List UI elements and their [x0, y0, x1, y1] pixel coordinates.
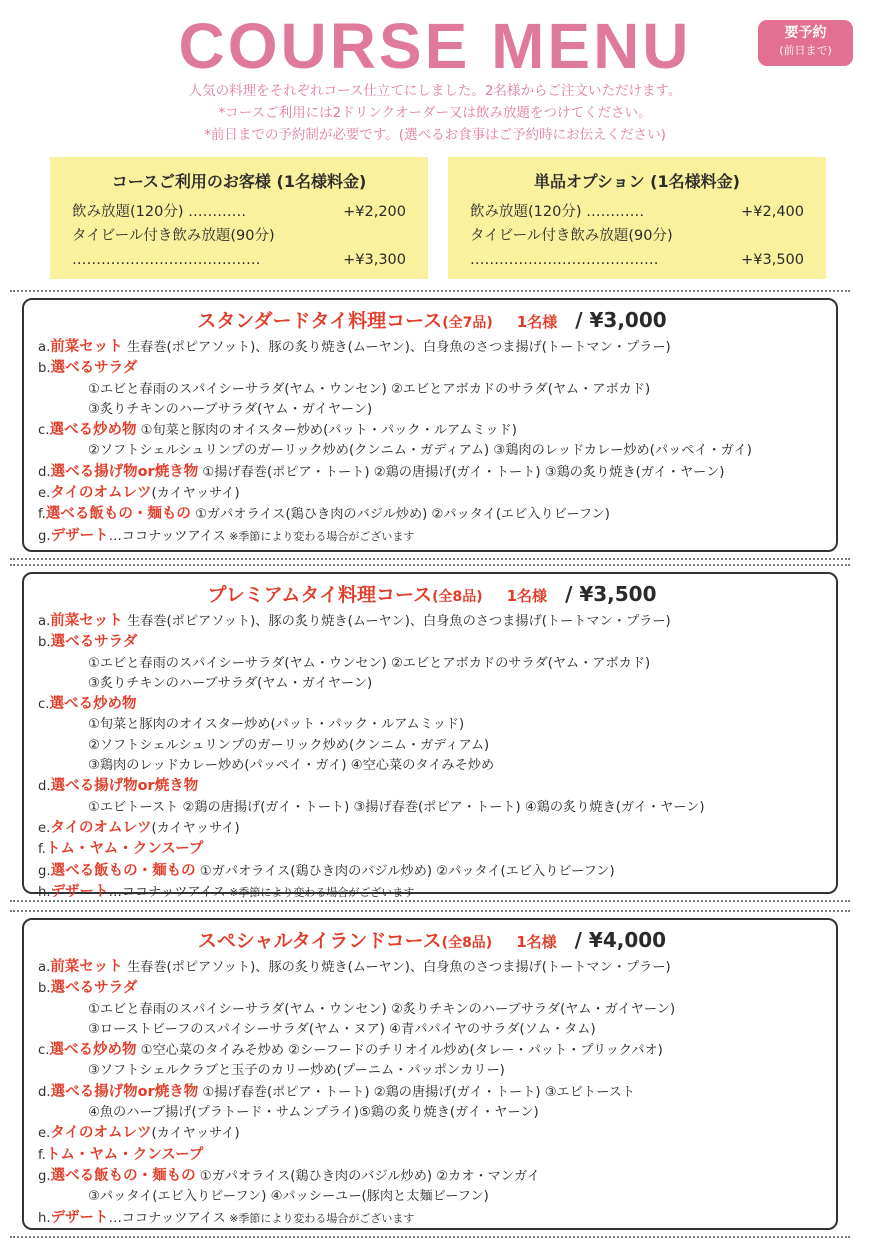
- menu-letter: g.: [38, 863, 51, 879]
- menu-line: [38, 462, 826, 483]
- menu-label: デザート: [50, 527, 109, 544]
- menu-letter: f.: [38, 507, 46, 523]
- menu-line: [38, 611, 826, 632]
- menu-label: トム・ヤム・クンスープ: [45, 841, 204, 858]
- menu-letter: e.: [38, 820, 51, 836]
- menu-line: [38, 337, 826, 358]
- menu-text: …ココナッツアイス: [108, 884, 226, 900]
- course-user-price-box: [50, 157, 428, 279]
- menu-label: タイのオムレツ: [50, 819, 152, 836]
- menu-label: 選べる揚げ物or焼き物: [50, 463, 199, 480]
- price-row: タイビール付き飲み放題(90分): [470, 228, 673, 244]
- menu-option-text: ①エビトースト ②鶏の唐揚げ(ガイ・トート) ③揚げ春巻(ポピア・トート) ④鶏の炙り焼き(ガイ・ヤーン): [88, 799, 705, 815]
- course-title: [38, 928, 826, 955]
- menu-label: 選べる炒め物: [49, 422, 137, 439]
- menu-letter: f.: [38, 1147, 46, 1163]
- course-price: / ¥3,500: [565, 582, 657, 606]
- menu-text: ①旬菜と豚肉のオイスター炒め(パット・パック・ルアムミッド): [136, 423, 517, 439]
- intro-text: [110, 80, 760, 146]
- menu-option-text: ①エビと春雨のスパイシーサラダ(ヤム・ウンセン) ②炙りチキンのハーブサラダ(ヤム・ガイヤーン): [88, 1001, 676, 1017]
- menu-label: デザート: [50, 883, 109, 900]
- menu-text: (カイヤッサイ): [151, 486, 240, 502]
- course-count: (全8品): [441, 935, 493, 951]
- course-name: プレミアムタイ料理コース: [207, 584, 433, 606]
- menu-line: [38, 1123, 826, 1144]
- menu-line: [38, 978, 826, 999]
- course-standard: [22, 298, 838, 552]
- menu-letter: b.: [38, 981, 51, 997]
- menu-text: (カイヤッサイ): [151, 1126, 240, 1142]
- menu-line: [38, 420, 826, 441]
- price-row: ………………………………… +¥3,300: [72, 252, 406, 268]
- menu-line: [38, 1040, 826, 1061]
- menu-line: [38, 756, 826, 776]
- menu-option-text: ④魚のハーブ揚げ(プラトード・サムンプライ)⑤鶏の炙り焼き(ガイ・ヤーン): [88, 1105, 539, 1121]
- menu-option-text: ①エビと春雨のスパイシーサラダ(ヤム・ウンセン) ②エビとアボカドのサラダ(ヤム・アボカド): [88, 381, 651, 397]
- menu-letter: g.: [38, 528, 51, 544]
- menu-label: 選べる炒め物: [49, 1042, 137, 1059]
- menu-letter: b.: [38, 361, 51, 377]
- course-title: [38, 582, 826, 609]
- menu-line: [38, 882, 826, 903]
- course-price: / ¥4,000: [574, 928, 667, 952]
- menu-option-text: ③炙りチキンのハーブサラダ(ヤム・ガイヤーン): [88, 675, 373, 691]
- price-row: 飲み放題(120分) ………… +¥2,400: [470, 204, 804, 220]
- menu-label: 選べる揚げ物or焼き物: [50, 778, 199, 795]
- menu-text: …ココナッツアイス: [108, 528, 226, 544]
- badge-sub: (前日まで): [779, 44, 832, 57]
- menu-line: [38, 380, 826, 400]
- intro-line: *前日までの予約制が必要です。(選べるお食事はご予約時にお伝えください): [204, 127, 666, 143]
- menu-letter: d.: [38, 464, 51, 480]
- menu-option-text: ③鶏肉のレッドカレー炒め(パッペイ・ガイ) ④空心菜のタイみそ炒め: [88, 758, 495, 774]
- menu-label: 選べる飯もの・麺もの: [50, 862, 196, 879]
- menu-note: ※季節により変わる場合がございます: [225, 1211, 415, 1225]
- menu-line: [38, 818, 826, 839]
- menu-text: ①空心菜のタイみそ炒め ②シーフードのチリオイル炒め(タレー・パット・プリックパオ): [136, 1043, 663, 1059]
- menu-label: 選べる飯もの・麺もの: [50, 1167, 196, 1184]
- menu-label: 選べる飯もの・麺もの: [45, 506, 191, 523]
- menu-line: [38, 1061, 826, 1081]
- menu-line: [38, 776, 826, 797]
- price-row: タイビール付き飲み放題(90分): [72, 228, 275, 244]
- menu-line: [38, 504, 826, 525]
- menu-note: ※季節により変わる場合がございます: [225, 885, 415, 899]
- intro-line: *コースご利用には2ドリンクオーダー又は飲み放題をつけてください。: [218, 105, 652, 121]
- menu-line: [38, 736, 826, 756]
- menu-text: ①ガパオライス(鶏ひき肉のバジル炒め) ②パッタイ(エビ入りビーフン): [195, 863, 615, 879]
- course-price: / ¥3,000: [575, 308, 667, 332]
- menu-line: [38, 839, 826, 860]
- menu-line: [38, 694, 826, 715]
- menu-line: [38, 400, 826, 420]
- menu-option-text: ③ソフトシェルクラブと玉子のカリー炒め(プーニム・パッポンカリー): [88, 1063, 505, 1079]
- menu-line: [38, 674, 826, 694]
- menu-text: 生春巻(ポピアソット)、豚の炙り焼き(ムーヤン)、白身魚のさつま揚げ(トートマン・プラー): [122, 960, 671, 975]
- menu-line: [38, 1082, 826, 1103]
- price-box-title: コースご利用のお客様 (1名様料金): [111, 172, 367, 191]
- menu-letter: d.: [38, 1084, 51, 1100]
- menu-text: ①ガパオライス(鶏ひき肉のバジル炒め) ②パッタイ(エビ入りビーフン): [190, 507, 610, 523]
- menu-label: 前菜セット: [50, 339, 123, 355]
- menu-line: [38, 632, 826, 653]
- menu-letter: f.: [38, 842, 46, 858]
- menu-letter: c.: [38, 423, 50, 439]
- menu-line: [38, 861, 826, 882]
- course-person: 1名様: [516, 933, 557, 951]
- course-count: (全7品): [442, 315, 493, 331]
- menu-label: 選べるサラダ: [50, 980, 138, 997]
- menu-letter: d.: [38, 779, 51, 795]
- menu-line: [38, 1145, 826, 1166]
- menu-line: [38, 1000, 826, 1020]
- menu-line: [38, 1020, 826, 1040]
- menu-option-text: ③ローストビーフのスパイシーサラダ(ヤム・ヌア) ④青パパイヤのサラダ(ソム・タム): [88, 1021, 596, 1037]
- menu-label: 選べるサラダ: [50, 360, 138, 377]
- menu-option-text: ②ソフトシェルシュリンプのガーリック炒め(クンニム・ガディアム): [88, 737, 490, 753]
- menu-line: [38, 654, 826, 674]
- menu-text: (カイヤッサイ): [151, 820, 240, 836]
- menu-text: 生春巻(ポピアソット)、豚の炙り焼き(ムーヤン)、白身魚のさつま揚げ(トートマン・プラー): [122, 340, 671, 355]
- menu-text: ①揚げ春巻(ポピア・トート) ②鶏の唐揚げ(ガイ・トート) ③鶏の炙り焼き(ガイ・ヤーン): [198, 464, 725, 480]
- course-title: [38, 308, 826, 335]
- menu-label: トム・ヤム・クンスープ: [45, 1146, 204, 1163]
- menu-letter: h.: [38, 884, 51, 900]
- menu-line: [38, 358, 826, 379]
- menu-option-text: ①エビと春雨のスパイシーサラダ(ヤム・ウンセン) ②エビとアボカドのサラダ(ヤム・アボカド): [88, 655, 651, 671]
- menu-text: 生春巻(ポピアソット)、豚の炙り焼き(ムーヤン)、白身魚のさつま揚げ(トートマン・プラー): [122, 614, 671, 629]
- menu-line: [38, 798, 826, 818]
- menu-line: [38, 715, 826, 735]
- menu-label: 選べるサラダ: [50, 634, 138, 651]
- menu-line: [38, 526, 826, 547]
- menu-letter: a.: [38, 340, 51, 355]
- menu-label: デザート: [50, 1209, 109, 1226]
- menu-option-text: ③パッタイ(エビ入りビーフン) ④パッシーユー(豚肉と太麺ビーフン): [88, 1189, 489, 1205]
- price-row: ………………………………… +¥3,500: [470, 252, 804, 268]
- menu-option-text: ①旬菜と豚肉のオイスター炒め(パット・パック・ルアムミッド): [88, 717, 465, 733]
- menu-letter: a.: [38, 960, 51, 975]
- menu-label: タイのオムレツ: [50, 1125, 152, 1142]
- menu-letter: g.: [38, 1168, 51, 1184]
- course-name: スペシャルタイランドコース: [197, 930, 442, 952]
- reservation-badge: [758, 20, 853, 66]
- menu-letter: c.: [38, 1043, 50, 1059]
- course-premium: [22, 572, 838, 900]
- menu-text: …ココナッツアイス: [108, 1210, 226, 1226]
- menu-text: ①ガパオライス(鶏ひき肉のバジル炒め) ②カオ・マンガイ: [195, 1168, 540, 1184]
- menu-label: タイのオムレツ: [50, 485, 152, 502]
- menu-label: 選べる揚げ物or焼き物: [50, 1083, 199, 1100]
- badge-main: 要予約: [784, 25, 827, 41]
- menu-letter: h.: [38, 1210, 51, 1226]
- menu-line: [38, 441, 826, 461]
- menu-letter: a.: [38, 614, 51, 629]
- menu-line: [38, 1103, 826, 1123]
- menu-option-text: ②ソフトシェルシュリンプのガーリック炒め(クンニム・ガディアム) ③鶏肉のレッドカレー炒め(パッペイ・ガイ): [88, 443, 752, 459]
- price-row: 飲み放題(120分) ………… +¥2,200: [72, 204, 406, 220]
- menu-line: [38, 1187, 826, 1207]
- menu-line: [38, 483, 826, 504]
- page-title: COURSE MENU: [178, 10, 692, 82]
- menu-letter: e.: [38, 1126, 51, 1142]
- menu-letter: b.: [38, 635, 51, 651]
- course-name: スタンダードタイ料理コース: [197, 310, 443, 332]
- course-special: [22, 918, 838, 1230]
- menu-line: [38, 1208, 826, 1229]
- menu-letter: e.: [38, 486, 51, 502]
- menu-line: [38, 1166, 826, 1187]
- menu-label: 前菜セット: [50, 959, 123, 975]
- menu-label: 前菜セット: [50, 613, 123, 629]
- intro-line: 人気の料理をそれぞれコース仕立てにしました。2名様からご注文いただけます。: [188, 83, 682, 99]
- course-person: 1名様: [506, 587, 548, 605]
- course-count: (全8品): [432, 589, 483, 605]
- menu-option-text: ③炙りチキンのハーブサラダ(ヤム・ガイヤーン): [88, 401, 373, 417]
- course-person: 1名様: [516, 313, 558, 331]
- menu-text: ①揚げ春巻(ポピア・トート) ②鶏の唐揚げ(ガイ・トート) ③エビトースト: [198, 1084, 636, 1100]
- menu-note: ※季節により変わる場合がございます: [225, 529, 415, 543]
- menu-label: 選べる炒め物: [49, 696, 137, 713]
- menu-letter: c.: [38, 697, 50, 713]
- price-box-title: 単品オプション (1名様料金): [534, 172, 740, 191]
- single-option-price-box: [448, 157, 826, 279]
- menu-line: [38, 957, 826, 978]
